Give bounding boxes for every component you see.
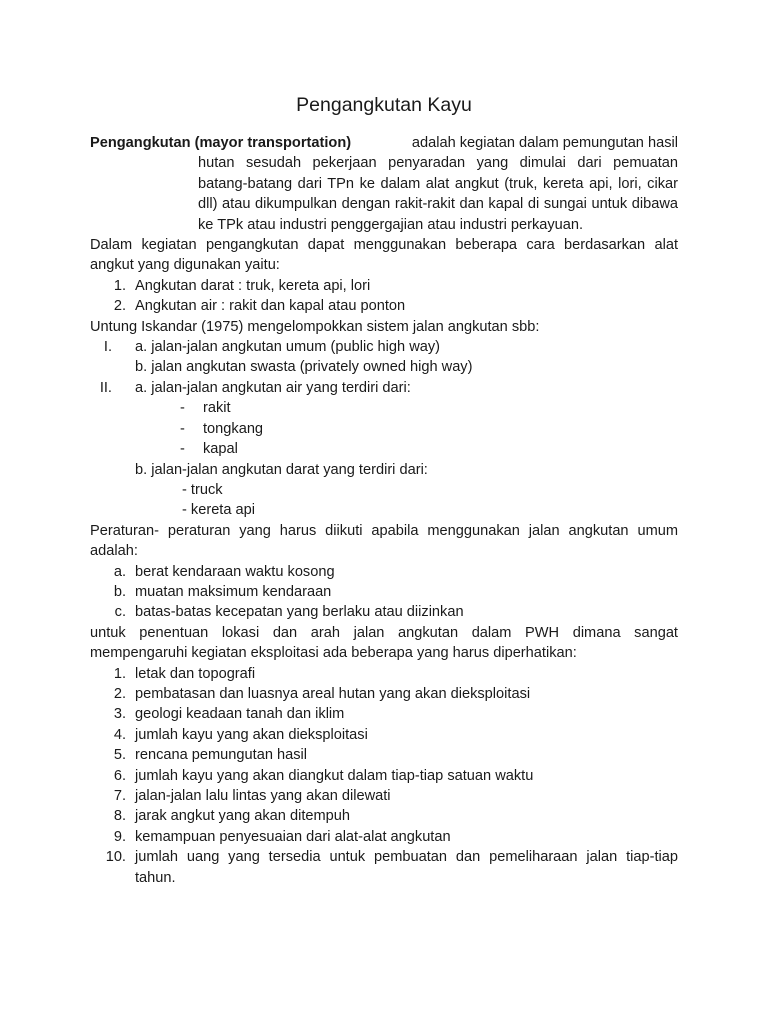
list-letter: b. (113, 583, 126, 600)
dash-bullet: - (180, 420, 185, 437)
paragraph-regulations: Peraturan- peraturan yang harus diikuti apabila menggunakan jalan angkutan umum adalah: (90, 522, 678, 560)
list-text: kemampuan penyesuaian dari alat-alat angkutan (135, 828, 451, 845)
list-text: a. jalan-jalan angkutan umum (public high way) (135, 339, 441, 356)
roman-number: II. (99, 379, 112, 396)
list-number: 1. (113, 277, 126, 294)
list-item (90, 704, 678, 724)
list-letter: a. (113, 563, 126, 580)
list-text: jumlah uang yang tersedia untuk pembuatan dan pemeliharaan jalan tiap-tiap tahun. (135, 849, 678, 886)
page-title: Pengangkutan Kayu (296, 94, 472, 116)
list-text: geologi keadaan tanah dan iklim (135, 706, 345, 723)
document-body (90, 133, 678, 888)
list-item (90, 419, 678, 439)
list-text: b. jalan angkutan swasta (privately owned high way) (135, 359, 473, 376)
definition-first-line (90, 133, 678, 153)
list-text: b. jalan-jalan angkutan darat yang terdiri dari: (135, 461, 428, 478)
list-text: - kereta api (182, 502, 256, 519)
paragraph-transport-methods: Dalam kegiatan pengangkutan dapat menggunakan beberapa cara berdasarkan alat angkut yang digunakan yaitu: (90, 237, 678, 274)
list-number: 2. (113, 298, 126, 315)
list-text: jumlah kayu yang akan dieksploitasi (135, 726, 368, 743)
list-text: Angkutan air : rakit dan kapal atau ponton (135, 298, 406, 315)
road-system-list (90, 337, 678, 521)
list-item (90, 786, 678, 806)
list-text: Angkutan darat : truk, kereta api, lori (135, 277, 371, 294)
list-number: 6. (113, 767, 126, 784)
definition-paragraph (90, 133, 678, 235)
list-item (90, 398, 678, 418)
list-letter: c. (114, 604, 126, 621)
list-item (90, 460, 678, 480)
list-text: jalan-jalan lalu lintas yang akan dilewati (135, 788, 391, 804)
list-text: muatan maksimum kendaraan (135, 583, 332, 600)
list-text: rakit (203, 400, 231, 417)
list-text: batas-batas kecepatan yang berlaku atau diizinkan (135, 604, 464, 621)
list-item (90, 806, 678, 826)
dash-bullet: - (180, 400, 185, 417)
list-number: 2. (113, 685, 126, 702)
list-item (90, 827, 678, 847)
list-text: berat kendaraan waktu kosong (135, 563, 335, 580)
list-item (90, 664, 678, 684)
definition-continuation: hutan sesudah pekerjaan penyaradan yang dimulai dari pemuatan batang-batang dari TPn ke dalam alat angkut (truk, kereta api, lori, cikar dll) atau dikumpulkan dengan rakit-rakit dan kapal di sungai untuk dibawa ke TPk atau industri penggergajian atau industri perkayuan. (198, 155, 678, 233)
list-item (90, 847, 678, 888)
list-text: letak dan topografi (135, 665, 256, 682)
list-item (90, 439, 678, 459)
list-item (90, 500, 678, 520)
list-number: 8. (113, 808, 126, 825)
list-text: rencana pemungutan hasil (135, 747, 308, 764)
list-text: jumlah kayu yang akan diangkut dalam tiap-tiap satuan waktu (135, 767, 534, 784)
list-text: jarak angkut yang akan ditempuh (135, 808, 350, 825)
paragraph-location: untuk penentuan lokasi dan arah jalan angkutan dalam PWH dimana sangat mempengaruhi kegiatan eksploitasi ada beberapa yang harus diperhatikan: (90, 624, 678, 662)
list-item (90, 745, 678, 765)
list-item (90, 480, 678, 500)
list-text: kapal (203, 441, 238, 458)
list-item (90, 766, 678, 786)
list-number: 10. (105, 849, 126, 866)
list-item (90, 296, 678, 316)
list-number: 9. (113, 828, 126, 845)
definition-term: Pengangkutan (mayor transportation) (90, 135, 352, 151)
roman-number: I. (103, 339, 112, 356)
list-number: 3. (113, 706, 126, 723)
list-item (90, 337, 678, 357)
list-text: tongkang (203, 420, 264, 437)
list-item (90, 725, 678, 745)
regulations-list (90, 562, 678, 623)
paragraph-road-system: Untung Iskandar (1975) mengelompokkan sistem jalan angkutan sbb: (90, 318, 540, 335)
considerations-list (90, 664, 678, 888)
list-number: 4. (113, 726, 126, 743)
list-item (90, 602, 678, 622)
list-item (90, 378, 678, 398)
list-number: 5. (113, 747, 126, 764)
list-number: 1. (113, 665, 126, 682)
list-text: a. jalan-jalan angkutan air yang terdiri dari: (135, 379, 411, 396)
list-item (90, 582, 678, 602)
list-item (90, 276, 678, 296)
list-item (90, 684, 678, 704)
dash-bullet: - (180, 441, 185, 458)
list-item (90, 562, 678, 582)
transport-types-list (90, 276, 678, 317)
list-item (90, 357, 678, 377)
list-number: 7. (113, 788, 126, 804)
list-text: - truck (182, 481, 223, 498)
list-text: pembatasan dan luasnya areal hutan yang akan dieksploitasi (135, 685, 531, 702)
definition-first-line-text: adalah kegiatan dalam pemungutan hasil (411, 135, 678, 151)
